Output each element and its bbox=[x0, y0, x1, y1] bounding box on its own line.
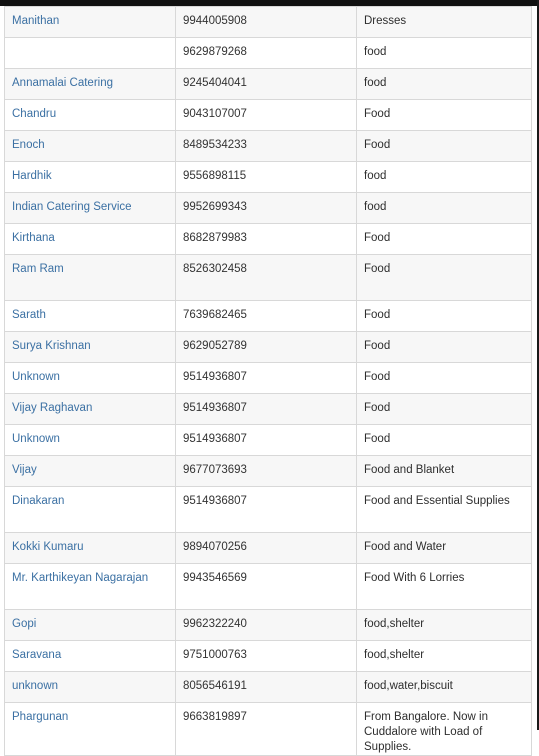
phone-cell: 8526302458 bbox=[176, 255, 357, 301]
table-row bbox=[5, 193, 532, 224]
name-cell: Dinakaran bbox=[5, 487, 176, 533]
item-cell: food,shelter bbox=[357, 610, 532, 641]
name-cell: Indian Catering Service bbox=[5, 193, 176, 224]
phone-cell: 9514936807 bbox=[176, 363, 357, 394]
table-row bbox=[5, 703, 532, 756]
phone-cell: 8682879983 bbox=[176, 224, 357, 255]
phone-cell: 9629879268 bbox=[176, 38, 357, 69]
table-row bbox=[5, 456, 532, 487]
contacts-table bbox=[4, 6, 532, 756]
item-cell: food,water,biscuit bbox=[357, 672, 532, 703]
table-row bbox=[5, 425, 532, 456]
item-cell: Food bbox=[357, 100, 532, 131]
table-row bbox=[5, 332, 532, 363]
name-cell: Unknown bbox=[5, 425, 176, 456]
item-cell: Food bbox=[357, 332, 532, 363]
name-cell: Mr. Karthikeyan Nagarajan bbox=[5, 564, 176, 610]
name-cell: Manithan bbox=[5, 7, 176, 38]
phone-cell: 9245404041 bbox=[176, 69, 357, 100]
table-row bbox=[5, 224, 532, 255]
name-cell: Phargunan bbox=[5, 703, 176, 756]
name-cell: Kirthana bbox=[5, 224, 176, 255]
name-cell: Hardhik bbox=[5, 162, 176, 193]
table-row bbox=[5, 533, 532, 564]
table-row bbox=[5, 69, 532, 100]
phone-cell: 9043107007 bbox=[176, 100, 357, 131]
name-cell: Kokki Kumaru bbox=[5, 533, 176, 564]
phone-cell: 9751000763 bbox=[176, 641, 357, 672]
item-cell: Food bbox=[357, 301, 532, 332]
item-cell: food bbox=[357, 193, 532, 224]
item-cell: Food and Water bbox=[357, 533, 532, 564]
table-row bbox=[5, 394, 532, 425]
name-cell bbox=[5, 38, 176, 69]
phone-cell: 9514936807 bbox=[176, 394, 357, 425]
name-cell: Saravana bbox=[5, 641, 176, 672]
phone-cell: 9894070256 bbox=[176, 533, 357, 564]
table-row bbox=[5, 487, 532, 533]
name-cell: Unknown bbox=[5, 363, 176, 394]
phone-cell: 9952699343 bbox=[176, 193, 357, 224]
name-cell: Vijay Raghavan bbox=[5, 394, 176, 425]
table-row bbox=[5, 131, 532, 162]
phone-cell: 9943546569 bbox=[176, 564, 357, 610]
phone-cell: 8056546191 bbox=[176, 672, 357, 703]
table-row bbox=[5, 7, 532, 38]
table-row bbox=[5, 301, 532, 332]
table-row bbox=[5, 564, 532, 610]
item-cell: Food With 6 Lorries bbox=[357, 564, 532, 610]
table-row bbox=[5, 162, 532, 193]
item-cell: Food bbox=[357, 425, 532, 456]
item-cell: food bbox=[357, 69, 532, 100]
table-row bbox=[5, 100, 532, 131]
name-cell: Enoch bbox=[5, 131, 176, 162]
table-row bbox=[5, 255, 532, 301]
phone-cell: 7639682465 bbox=[176, 301, 357, 332]
name-cell: Gopi bbox=[5, 610, 176, 641]
phone-cell: 9944005908 bbox=[176, 7, 357, 38]
table-row bbox=[5, 38, 532, 69]
name-cell: Sarath bbox=[5, 301, 176, 332]
item-cell: From Bangalore. Now in Cuddalore with Load of Supplies. bbox=[357, 703, 532, 756]
item-cell: Food bbox=[357, 131, 532, 162]
phone-cell: 9629052789 bbox=[176, 332, 357, 363]
item-cell: Food and Blanket bbox=[357, 456, 532, 487]
phone-cell: 9677073693 bbox=[176, 456, 357, 487]
table-row bbox=[5, 641, 532, 672]
item-cell: food,shelter bbox=[357, 641, 532, 672]
item-cell: Food bbox=[357, 255, 532, 301]
phone-cell: 9556898115 bbox=[176, 162, 357, 193]
phone-cell: 9962322240 bbox=[176, 610, 357, 641]
item-cell: Food bbox=[357, 394, 532, 425]
phone-cell: 8489534233 bbox=[176, 131, 357, 162]
name-cell: Surya Krishnan bbox=[5, 332, 176, 363]
item-cell: Food bbox=[357, 363, 532, 394]
name-cell: Vijay bbox=[5, 456, 176, 487]
table-row bbox=[5, 610, 532, 641]
table-row bbox=[5, 672, 532, 703]
item-cell: Food and Essential Supplies bbox=[357, 487, 532, 533]
phone-cell: 9663819897 bbox=[176, 703, 357, 756]
name-cell: Annamalai Catering bbox=[5, 69, 176, 100]
item-cell: food bbox=[357, 162, 532, 193]
item-cell: Food bbox=[357, 224, 532, 255]
name-cell: Ram Ram bbox=[5, 255, 176, 301]
item-cell: Dresses bbox=[357, 7, 532, 38]
item-cell: food bbox=[357, 38, 532, 69]
phone-cell: 9514936807 bbox=[176, 425, 357, 456]
phone-cell: 9514936807 bbox=[176, 487, 357, 533]
name-cell: unknown bbox=[5, 672, 176, 703]
name-cell: Chandru bbox=[5, 100, 176, 131]
table-row bbox=[5, 363, 532, 394]
